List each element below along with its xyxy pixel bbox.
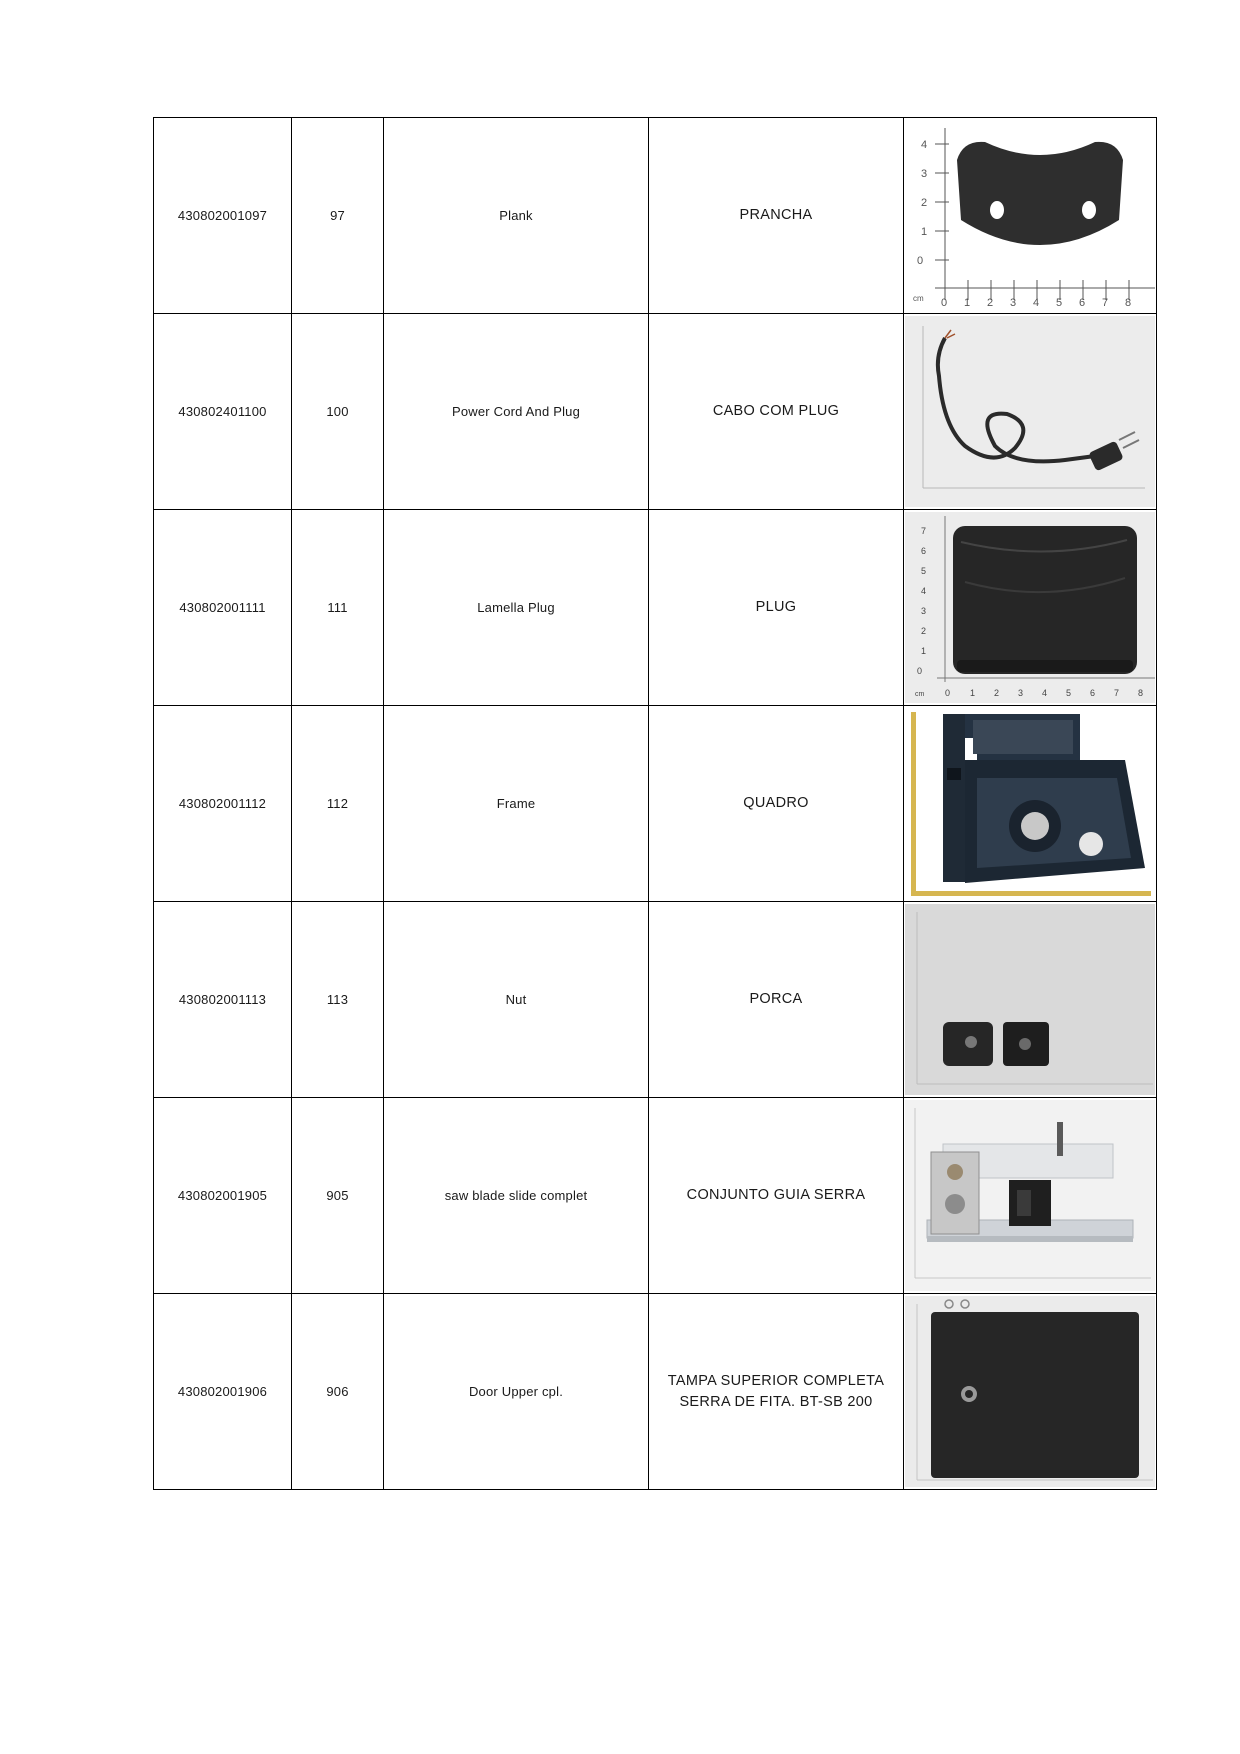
plank-photo — [905, 120, 1155, 311]
nut-photo — [905, 904, 1155, 1095]
description-pt: PRANCHA — [649, 118, 904, 314]
table-row — [154, 118, 1157, 314]
ruler-y-label: 7 — [921, 526, 927, 536]
position-number: 905 — [292, 1098, 384, 1294]
ruler-x-label: 0 — [945, 688, 951, 698]
ruler-x-label: 4 — [1033, 297, 1040, 309]
ruler-y-label: 4 — [921, 586, 927, 596]
ruler-x-label: 7 — [1114, 688, 1120, 698]
ruler-unit: cm — [915, 691, 925, 698]
saw-blade-slide-photo — [905, 1100, 1155, 1291]
part-photo-door-upper — [904, 1294, 1157, 1490]
ruler-x-label: 1 — [970, 688, 976, 698]
ruler-y-label: 1 — [921, 226, 928, 238]
ruler-y-label: 3 — [921, 168, 928, 180]
part-photo-power-cord — [904, 314, 1157, 510]
description-en: Frame — [384, 706, 649, 902]
ruler-y-label: 1 — [921, 646, 927, 656]
ruler-x-label: 8 — [1138, 688, 1144, 698]
ruler-x-label: 0 — [941, 297, 948, 309]
table-row — [154, 1294, 1157, 1490]
article-number: 430802401100 — [154, 314, 292, 510]
table-row — [154, 510, 1157, 706]
description-pt: CABO COM PLUG — [649, 314, 904, 510]
door-upper-photo — [905, 1296, 1155, 1487]
description-en: Door Upper cpl. — [384, 1294, 649, 1490]
ruler-x-label: 2 — [987, 297, 994, 309]
power-cord-photo — [905, 316, 1155, 507]
ruler-y-label: 6 — [921, 546, 927, 556]
ruler-y-label: 0 — [917, 666, 923, 676]
ruler-y-label: 2 — [921, 197, 928, 209]
part-photo-saw-blade-slide — [904, 1098, 1157, 1294]
ruler-x-label: 6 — [1079, 297, 1086, 309]
article-number: 430802001111 — [154, 510, 292, 706]
part-photo-lamella-plug — [904, 510, 1157, 706]
ruler-unit: cm — [913, 294, 924, 303]
ruler-x-label: 5 — [1056, 297, 1063, 309]
description-pt: PLUG — [649, 510, 904, 706]
ruler-y-label: 4 — [921, 139, 928, 151]
part-photo-nut — [904, 902, 1157, 1098]
description-en: Power Cord And Plug — [384, 314, 649, 510]
ruler-x-label: 1 — [964, 297, 971, 309]
ruler-x-label: 8 — [1125, 297, 1132, 309]
ruler-x-label: 4 — [1042, 688, 1048, 698]
description-en: Lamella Plug — [384, 510, 649, 706]
ruler-x-label: 5 — [1066, 688, 1072, 698]
ruler-x-label: 3 — [1010, 297, 1017, 309]
part-photo-frame — [904, 706, 1157, 902]
table-row — [154, 706, 1157, 902]
ruler-y-label: 3 — [921, 606, 927, 616]
description-en: Plank — [384, 118, 649, 314]
frame-photo — [905, 708, 1155, 899]
description-en: saw blade slide complet — [384, 1098, 649, 1294]
position-number: 112 — [292, 706, 384, 902]
description-en: Nut — [384, 902, 649, 1098]
position-number: 906 — [292, 1294, 384, 1490]
description-pt: PORCA — [649, 902, 904, 1098]
description-pt: TAMPA SUPERIOR COMPLETA SERRA DE FITA. BT-SB 200 — [649, 1294, 904, 1490]
position-number: 97 — [292, 118, 384, 314]
description-pt: QUADRO — [649, 706, 904, 902]
ruler-y-label: 5 — [921, 566, 927, 576]
ruler-x-label: 7 — [1102, 297, 1109, 309]
lamella-plug-photo — [905, 512, 1155, 703]
parts-table — [153, 117, 1157, 1490]
table-row — [154, 1098, 1157, 1294]
article-number: 430802001113 — [154, 902, 292, 1098]
article-number: 430802001112 — [154, 706, 292, 902]
ruler-x-label: 3 — [1018, 688, 1024, 698]
table-row — [154, 314, 1157, 510]
position-number: 111 — [292, 510, 384, 706]
position-number: 113 — [292, 902, 384, 1098]
position-number: 100 — [292, 314, 384, 510]
part-photo-plank — [904, 118, 1157, 314]
ruler-x-label: 2 — [994, 688, 1000, 698]
article-number: 430802001097 — [154, 118, 292, 314]
article-number: 430802001905 — [154, 1098, 292, 1294]
ruler-y-label: 0 — [917, 255, 924, 267]
article-number: 430802001906 — [154, 1294, 292, 1490]
description-pt: CONJUNTO GUIA SERRA — [649, 1098, 904, 1294]
ruler-y-label: 2 — [921, 626, 927, 636]
ruler-x-label: 6 — [1090, 688, 1096, 698]
table-row — [154, 902, 1157, 1098]
